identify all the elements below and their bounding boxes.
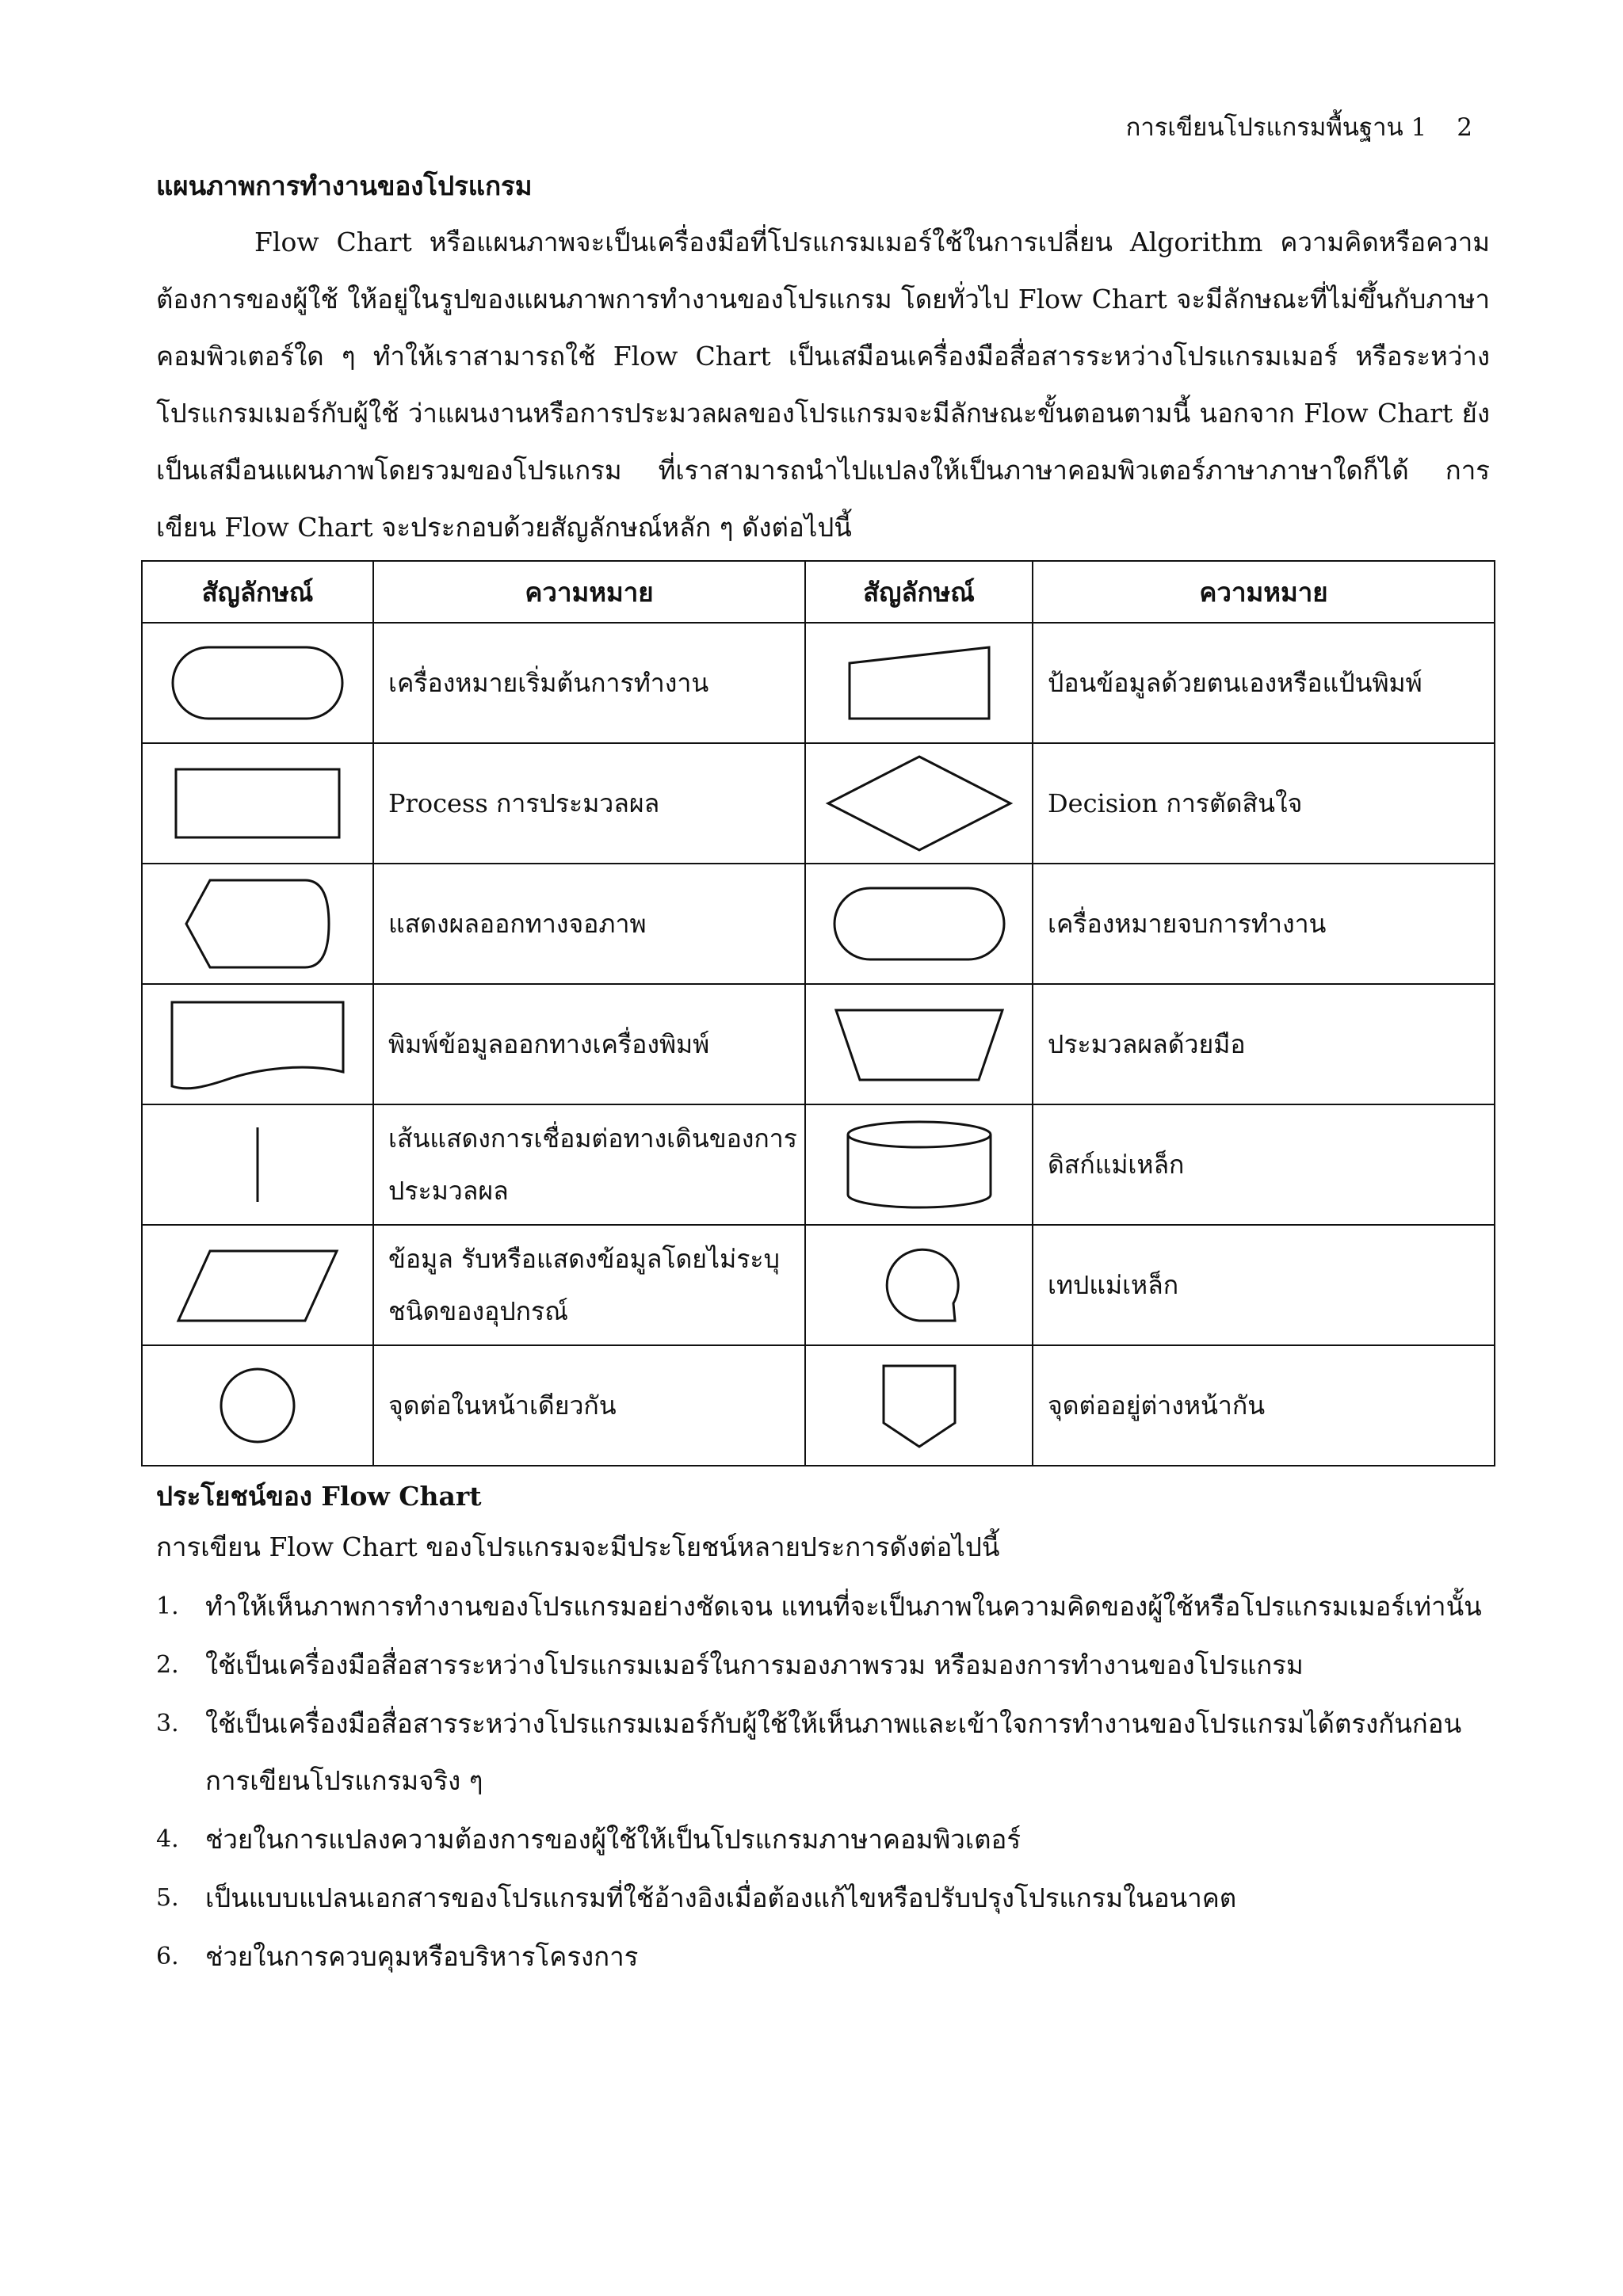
meaning-cell: พิมพ์ข้อมูลออกทางเครื่องพิมพ์ bbox=[373, 984, 805, 1104]
symbol-cell bbox=[805, 1104, 1033, 1225]
process-icon bbox=[166, 760, 349, 847]
list-text: ใช้เป็นเครื่องมือสื่อสารระหว่างโปรแกรมเมอร์ในการมองภาพรวม หรือมองการทำงานของโปรแกรม bbox=[205, 1650, 1304, 1680]
section-title: แผนภาพการทำงานของโปรแกรม bbox=[156, 170, 533, 201]
list-number: 2. bbox=[156, 1651, 179, 1679]
symbol-cell bbox=[805, 984, 1033, 1104]
header-meaning: ความหมาย bbox=[373, 561, 805, 623]
symbol-cell bbox=[805, 1345, 1033, 1466]
header-meaning: ความหมาย bbox=[1033, 561, 1495, 623]
list-item bbox=[156, 1695, 1490, 1810]
meaning-cell: เทปแม่เหล็ก bbox=[1033, 1225, 1495, 1345]
symbol-cell bbox=[142, 1345, 373, 1466]
symbol-cell bbox=[142, 743, 373, 864]
list-item bbox=[156, 1870, 1490, 1927]
header-symbol: สัญลักษณ์ bbox=[805, 561, 1033, 623]
list-text: เป็นแบบแปลนเอกสารของโปรแกรมที่ใช้อ้างอิงเมื่อต้องแก้ไขหรือปรับปรุงโปรแกรมในอนาคต bbox=[205, 1882, 1237, 1913]
terminal-icon bbox=[166, 639, 349, 727]
data-io-icon bbox=[170, 1241, 345, 1329]
table-row bbox=[142, 623, 1495, 743]
table-row bbox=[142, 984, 1495, 1104]
meaning-cell: Decision การตัดสินใจ bbox=[1033, 743, 1495, 864]
meaning-cell: เครื่องหมายเริ่มต้นการทำงาน bbox=[373, 623, 805, 743]
benefits-list bbox=[156, 1578, 1490, 1987]
symbol-cell bbox=[805, 623, 1033, 743]
list-text: ทำให้เห็นภาพการทำงานของโปรแกรมอย่างชัดเจน แทนที่จะเป็นภาพในความคิดของผู้ใช้หรือโปรแกรมเมอร์เท่านั้น bbox=[205, 1591, 1482, 1622]
symbol-cell bbox=[142, 984, 373, 1104]
list-number: 3. bbox=[156, 1710, 179, 1737]
table-row bbox=[142, 1345, 1495, 1466]
list-number: 1. bbox=[156, 1592, 179, 1620]
benefits-intro: การเขียน Flow Chart ของโปรแกรมจะมีประโยชน์หลายประการดังต่อไปนี้ bbox=[156, 1531, 1000, 1562]
list-number: 4. bbox=[156, 1825, 179, 1853]
flowline-icon bbox=[242, 1121, 273, 1208]
document-icon bbox=[162, 993, 353, 1096]
meaning-cell: ข้อมูล รับหรือแสดงข้อมูลโดยไม่ระบุชนิดของอุปกรณ์ bbox=[373, 1225, 805, 1345]
list-text: ช่วยในการแปลงความต้องการของผู้ใช้ให้เป็นโปรแกรมภาษาคอมพิวเตอร์ bbox=[205, 1824, 1022, 1855]
symbol-cell bbox=[142, 1225, 373, 1345]
symbol-cell bbox=[142, 864, 373, 984]
meaning-cell: ดิสก์แม่เหล็ก bbox=[1033, 1104, 1495, 1225]
list-item bbox=[156, 1578, 1490, 1635]
page-number: 2 bbox=[1457, 113, 1472, 142]
list-text: ใช้เป็นเครื่องมือสื่อสารระหว่างโปรแกรมเมอร์กับผู้ใช้ให้เห็นภาพและเข้าใจการทำงานของโปรแกรมได้ตรงกันก่อนการเขียนโปรแกรมจริง ๆ bbox=[205, 1708, 1462, 1796]
meaning-cell: ป้อนข้อมูลด้วยตนเองหรือแป้นพิมพ์ bbox=[1033, 623, 1495, 743]
list-item bbox=[156, 1637, 1490, 1694]
symbol-cell bbox=[142, 1104, 373, 1225]
manual-operation-icon bbox=[828, 1001, 1010, 1088]
meaning-cell: ประมวลผลด้วยมือ bbox=[1033, 984, 1495, 1104]
decision-icon bbox=[820, 752, 1018, 855]
connector-icon bbox=[214, 1362, 301, 1449]
table-header-row bbox=[142, 561, 1495, 623]
running-header bbox=[1126, 107, 1472, 147]
meaning-cell: เครื่องหมายจบการทำงาน bbox=[1033, 864, 1495, 984]
meaning-cell: แสดงผลออกทางจอภาพ bbox=[373, 864, 805, 984]
symbol-cell bbox=[805, 1225, 1033, 1345]
list-item bbox=[156, 1928, 1490, 1985]
terminal-icon bbox=[828, 880, 1010, 967]
benefits-title: ประโยชน์ของ Flow Chart bbox=[156, 1481, 482, 1512]
table-row bbox=[142, 1225, 1495, 1345]
meaning-cell: Process การประมวลผล bbox=[373, 743, 805, 864]
header-symbol: สัญลักษณ์ bbox=[142, 561, 373, 623]
intro-paragraph: Flow Chart หรือแผนภาพจะเป็นเครื่องมือที่โปรแกรมเมอร์ใช้ในการเปลี่ยน Algorithm ความคิดหรือความต้องการของผู้ใช้ ให้อยู่ในรูปของแผนภาพการทำงานของโปรแกรม โดยทั่วไป Flow Chart จะมีลักษณะที่ไม่ขึ้นกับภาษาคอมพิวเตอร์ใด ๆ ทำให้เราสามารถใช้ Flow Chart เป็นเสมือนเครื่องมือสื่อสารระหว่างโปรแกรมเมอร์ หรือระหว่างโปรแกรมเมอร์กับผู้ใช้ ว่าแผนงานหรือการประมวลผลของโปรแกรมจะมีลักษณะขั้นตอนตามนี้ นอกจาก Flow Chart ยังเป็นเสมือนแผนภาพโดยรวมของโปรแกรม ที่เราสามารถนำไปแปลงให้เป็นภาษาคอมพิวเตอร์ภาษาภาษาใดก็ได้ การเขียน Flow Chart จะประกอบด้วยสัญลักษณ์หลัก ๆ ดังต่อไปนี้ bbox=[156, 227, 1490, 543]
table-row bbox=[142, 743, 1495, 864]
symbol-cell bbox=[142, 623, 373, 743]
display-icon bbox=[178, 872, 337, 975]
magnetic-disk-icon bbox=[840, 1117, 999, 1212]
symbol-cell bbox=[805, 743, 1033, 864]
offpage-connector-icon bbox=[876, 1358, 963, 1453]
flowchart-symbol-table bbox=[141, 560, 1495, 1466]
list-item bbox=[156, 1811, 1490, 1868]
meaning-cell: เส้นแสดงการเชื่อมต่อทางเดินของการประมวลผล bbox=[373, 1104, 805, 1225]
symbol-cell bbox=[805, 864, 1033, 984]
meaning-cell: จุดต่อในหน้าเดียวกัน bbox=[373, 1345, 805, 1466]
list-text: ช่วยในการควบคุมหรือบริหารโครงการ bbox=[205, 1941, 639, 1972]
table-row bbox=[142, 864, 1495, 984]
meaning-cell: จุดต่ออยู่ต่างหน้ากัน bbox=[1033, 1345, 1495, 1466]
table-row bbox=[142, 1104, 1495, 1225]
running-title: การเขียนโปรแกรมพื้นฐาน 1 bbox=[1125, 113, 1427, 142]
list-number: 6. bbox=[156, 1943, 179, 1970]
manual-input-icon bbox=[840, 639, 999, 727]
list-number: 5. bbox=[156, 1884, 179, 1912]
magnetic-tape-icon bbox=[876, 1241, 963, 1329]
